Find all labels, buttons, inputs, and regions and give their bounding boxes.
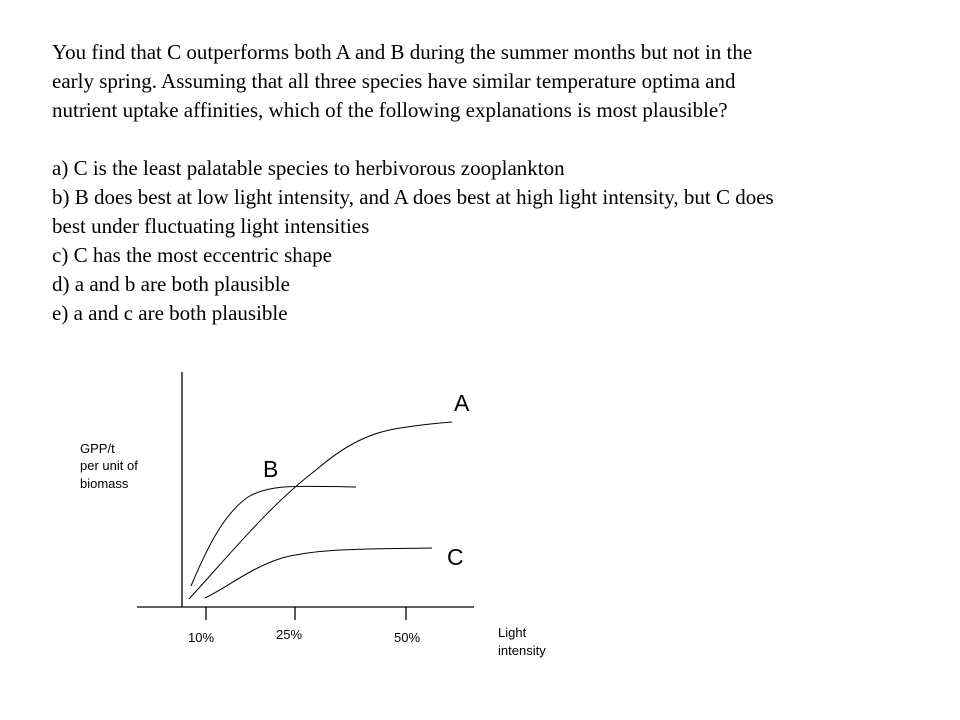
series-label-A: A xyxy=(454,390,470,416)
option-e: e) a and c are both plausible xyxy=(52,301,288,325)
series-line-B xyxy=(191,486,356,586)
option-a: a) C is the least palatable species to herbivorous zooplankton xyxy=(52,156,565,180)
y-axis-label-line-1: GPP/t xyxy=(80,441,115,456)
option-b-line-1: b) B does best at low light intensity, and A does best at high light intensity, but C does xyxy=(52,185,774,209)
y-axis-label-line-2: per unit of xyxy=(80,458,138,473)
y-axis-label xyxy=(80,441,141,491)
x-axis-label xyxy=(498,625,546,658)
y-axis-label-line-3: biomass xyxy=(80,476,129,491)
x-axis-label-line-1: Light xyxy=(498,625,527,640)
series-label-B: B xyxy=(263,456,279,482)
series-line-A xyxy=(189,422,452,599)
x-tick-label-25: 25% xyxy=(276,627,303,642)
option-d: d) a and b are both plausible xyxy=(52,272,290,296)
question-line-1: You find that C outperforms both A and B during the summer months but not in the xyxy=(52,40,753,64)
question-line-2: early spring. Assuming that all three species have similar temperature optima and xyxy=(52,69,736,93)
question-line-3: nutrient uptake affinities, which of the following explanations is most plausible? xyxy=(52,98,728,122)
option-b-line-2: best under fluctuating light intensities xyxy=(52,214,370,238)
option-c: c) C has the most eccentric shape xyxy=(52,243,332,267)
x-axis-label-line-2: intensity xyxy=(498,643,546,658)
x-tick-label-50: 50% xyxy=(394,630,421,645)
series-line-C xyxy=(205,548,432,598)
x-tick-label-10: 10% xyxy=(188,630,215,645)
series-label-C: C xyxy=(447,544,464,570)
